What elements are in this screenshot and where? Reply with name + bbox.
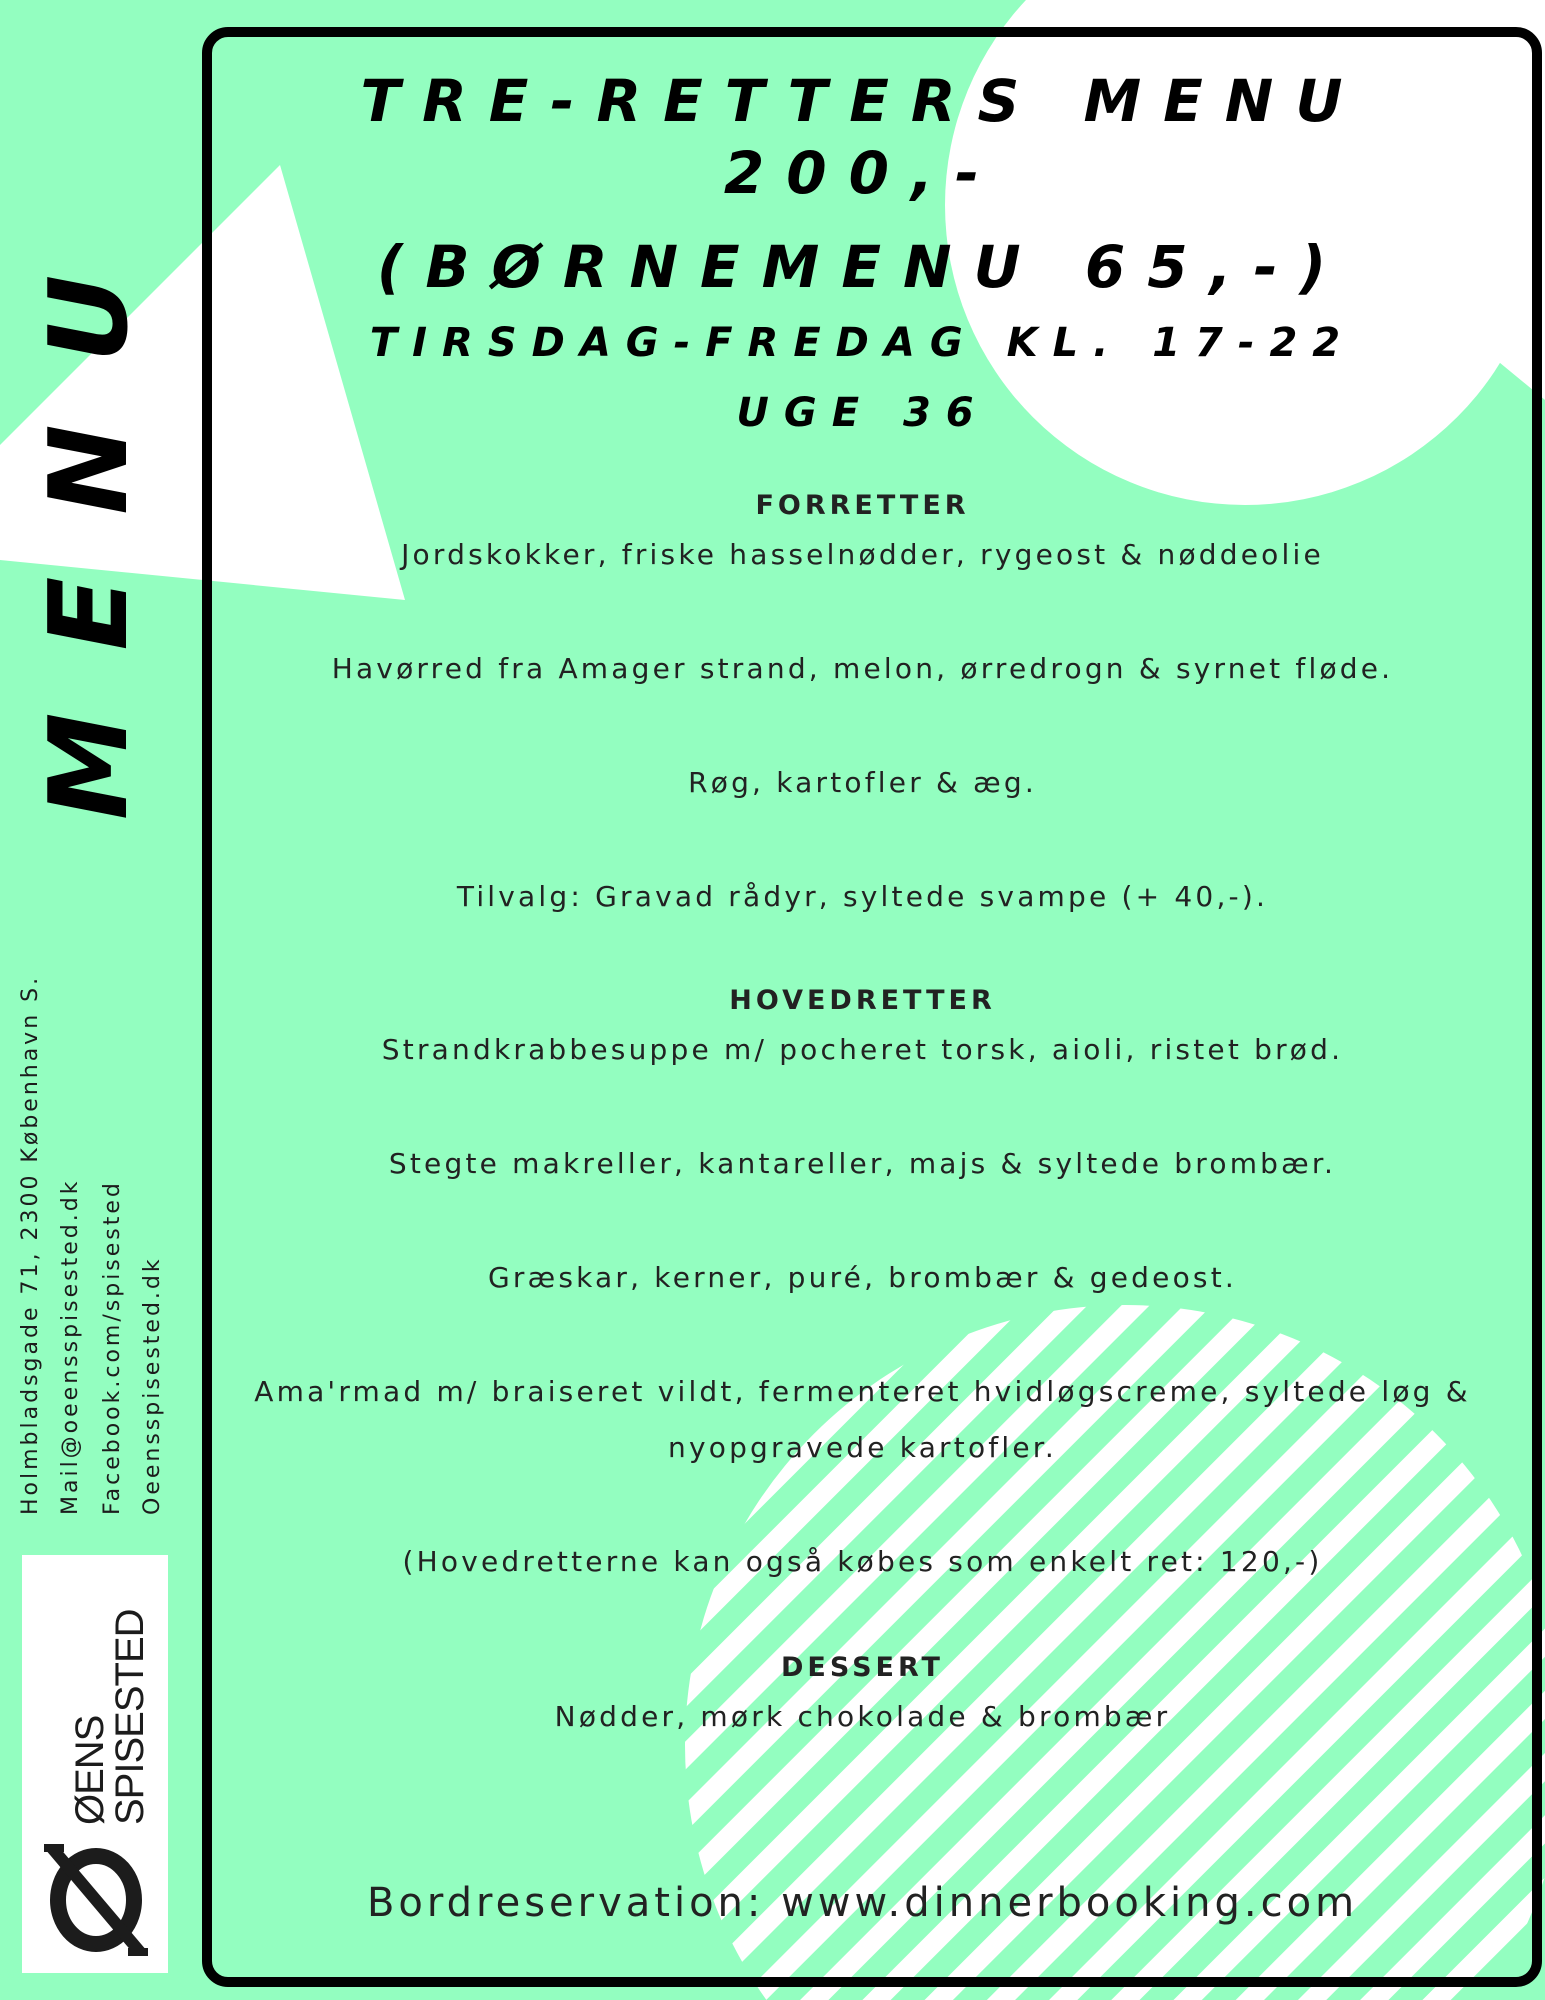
- menu-item: Stegte makreller, kantareller, majs & syltede brombær.: [388, 1147, 1337, 1180]
- booking-link[interactable]: Bordreservation: www.dinnerbooking.com: [366, 1880, 1359, 1926]
- section-heading-forretter: FORRETTER: [755, 490, 970, 521]
- mail-text: Mail@oeensspisested.dk: [58, 1178, 83, 1515]
- menu-item: Røg, kartofler & æg.: [688, 766, 1037, 799]
- logo: [22, 1555, 168, 1973]
- menu-item: Havørred fra Amager strand, melon, ørredrogn & syrnet fløde.: [331, 652, 1394, 685]
- menu-content: [220, 60, 1505, 1745]
- logo-o-slash-icon: [44, 1840, 148, 1958]
- menu-item: Tilvalg: Gravad rådyr, syltede svampe (+ 40,-).: [456, 880, 1269, 913]
- address-text: Holmbladsgade 71, 2300 København S.: [18, 974, 43, 1515]
- menu-week: UGE 36: [736, 390, 989, 436]
- website-text: Oeensspisested.dk: [140, 1256, 165, 1515]
- menu-item: nyopgravede kartofler.: [668, 1431, 1057, 1464]
- menu-title: TRE-RETTERS MENU 200,-: [360, 67, 1365, 207]
- menu-item-note: (Hovedretterne kan også købes som enkelt ret: 120,-): [402, 1545, 1323, 1578]
- menu-item: Jordskokker, friske hasselnødder, rygeost & nøddeolie: [401, 538, 1324, 571]
- facebook-text: Facebook.com/spisested: [100, 1180, 125, 1515]
- menu-vertical-title: MENU: [27, 212, 152, 820]
- section-heading-dessert: DESSERT: [781, 1652, 944, 1683]
- logo-line1: ØENS: [68, 1715, 112, 1825]
- logo-line2: SPISESTED: [108, 1609, 152, 1825]
- menu-days: TIRSDAG-FREDAG KL. 17-22: [369, 320, 1356, 366]
- menu-subtitle: (BØRNEMENU 65,-): [376, 233, 1349, 301]
- menu-item: Strandkrabbesuppe m/ pocheret torsk, aioli, ristet brød.: [381, 1033, 1344, 1066]
- menu-item: Græskar, kerner, puré, brombær & gedeost.: [488, 1261, 1237, 1294]
- section-heading-hovedretter: HOVEDRETTER: [729, 985, 996, 1016]
- menu-item: Ama'rmad m/ braiseret vildt, fermenteret hvidløgscreme, syltede løg &: [254, 1375, 1471, 1408]
- menu-item: Nødder, mørk chokolade & brombær: [554, 1700, 1171, 1733]
- menu-word-wrapper: [27, 90, 152, 820]
